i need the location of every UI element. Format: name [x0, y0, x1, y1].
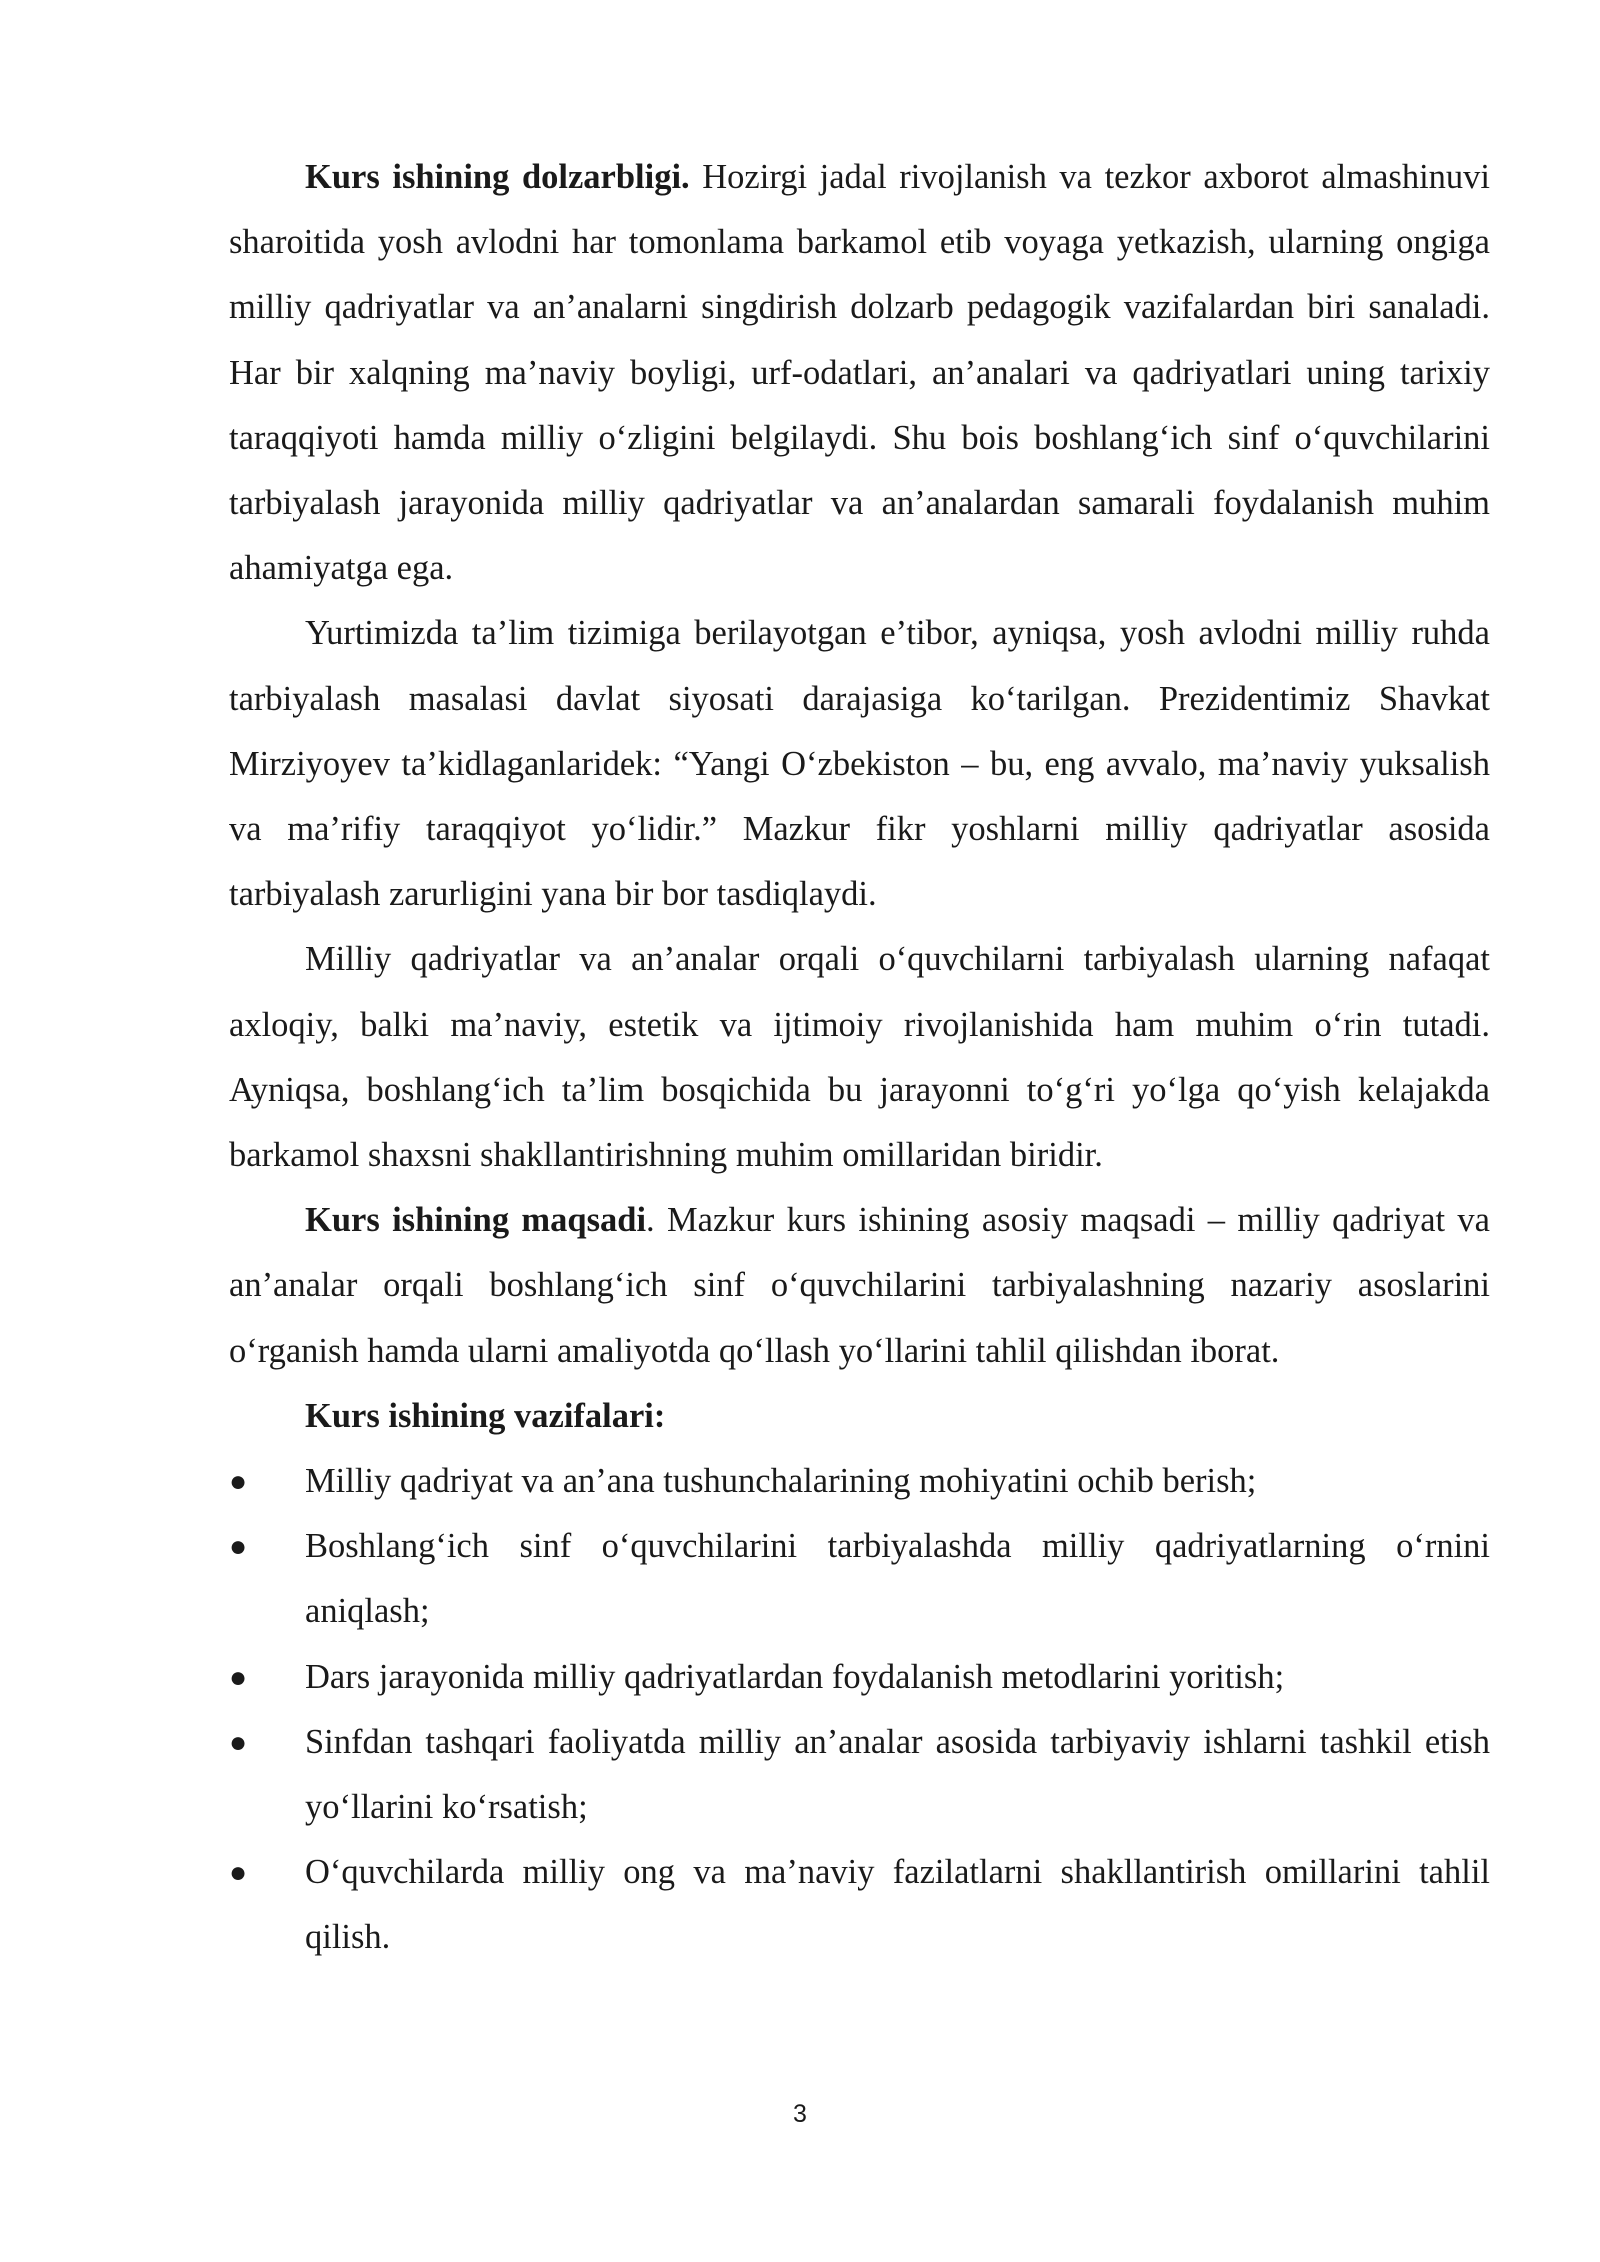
relevance-heading: Kurs ishining dolzarbligi.	[305, 158, 690, 196]
paragraph-education-attention	[229, 601, 1490, 927]
list-item	[229, 1840, 1490, 1970]
tasks-heading: Kurs ishining vazifalari:	[305, 1396, 666, 1435]
task-text: Sinfdan tashqari faoliyatda milliy an’analar asosida tarbiyaviy ishlarni tashkil etish yo‘llarini ko‘rsatish;	[305, 1722, 1490, 1827]
task-text: Boshlang‘ich sinf o‘quvchilarini tarbiyalashda milliy qadriyatlarning o‘rnini aniqlash;	[305, 1527, 1490, 1631]
bullet-icon: ●	[229, 1465, 248, 1499]
list-item	[229, 1449, 1490, 1514]
document-body	[229, 145, 1490, 1971]
paragraph-goal	[229, 1188, 1490, 1384]
task-text: O‘quvchilarda milliy ong va ma’naviy fazilatlarni shakllantirish omillarini tahlil qilish.	[305, 1853, 1490, 1957]
tasks-list	[229, 1449, 1490, 1971]
list-item	[229, 1514, 1490, 1644]
bullet-icon: ●	[229, 1856, 248, 1890]
bullet-icon: ●	[229, 1530, 248, 1564]
values-upbringing-text: Milliy qadriyatlar va an’analar orqali o‘quvchilarni tarbiyalash ularning nafaqat axloqiy, balki ma’naviy, estetik va ijtimoiy rivojlanishida ham muhim o‘rin tutadi. Ayniqsa, boshlang‘ich ta’lim bosqichida bu jarayonni to‘g‘ri yo‘lga qo‘yish kelajakda barkamol shaxsni shakllantirishning muhim omillaridan biridir.	[229, 940, 1490, 1175]
bullet-icon: ●	[229, 1725, 248, 1759]
task-text: Dars jarayonida milliy qadriyatlardan foydalanish metodlarini yoritish;	[305, 1657, 1285, 1696]
bullet-icon: ●	[229, 1660, 248, 1694]
relevance-text: Hozirgi jadal rivojlanish va tezkor axborot almashinuvi sharoitida yosh avlodni har tomonlama barkamol etib voyaga yetkazish, ularning ongiga milliy qadriyatlar va an’analarni singdirish dolzarb pedagogik vazifalardan biri sanaladi. Har bir xalqning ma’naviy boyligi, urf-odatlari, an’analari va qadriyatlari uning tarixiy taraqqiyoti hamda milliy o‘zligini belgilaydi. Shu bois boshlang‘ich sinf o‘quvchilarini tarbiyalash jarayonida milliy qadriyatlar va an’analardan samarali foydalanish muhim ahamiyatga ega.	[229, 158, 1490, 588]
task-text: Milliy qadriyat va an’ana tushunchalarining mohiyatini ochib berish;	[305, 1462, 1257, 1501]
education-attention-text: Yurtimizda ta’lim tizimiga berilayotgan e’tibor, ayniqsa, yosh avlodni milliy ruhda tarbiyalash masalasi davlat siyosati darajasiga ko‘tarilgan. Prezidentimiz Shavkat Mirziyoyev ta’kidlaganlaridek: “Yangi O‘zbekiston – bu, eng avvalo, ma’naviy yuksalish va ma’rifiy taraqqiyot yo‘lidir.” Mazkur fikr yoshlarni milliy qadriyatlar asosida tarbiyalash zarurligini yana bir bor tasdiqlaydi.	[229, 614, 1490, 914]
goal-text: . Mazkur kurs ishining asosiy maqsadi – milliy qadriyat va an’analar orqali boshlang‘ich sinf o‘quvchilarini tarbiyalashning nazariy asoslarini o‘rganish hamda ularni amaliyotda qo‘llash yo‘llarini tahlil qilishdan iborat.	[229, 1201, 1490, 1370]
page-number: 3	[793, 2100, 807, 2128]
paragraph-relevance	[229, 145, 1490, 601]
list-item	[229, 1645, 1490, 1710]
paragraph-values-upbringing	[229, 927, 1490, 1188]
goal-heading: Kurs ishining maqsadi	[305, 1201, 647, 1240]
list-item	[229, 1710, 1490, 1840]
